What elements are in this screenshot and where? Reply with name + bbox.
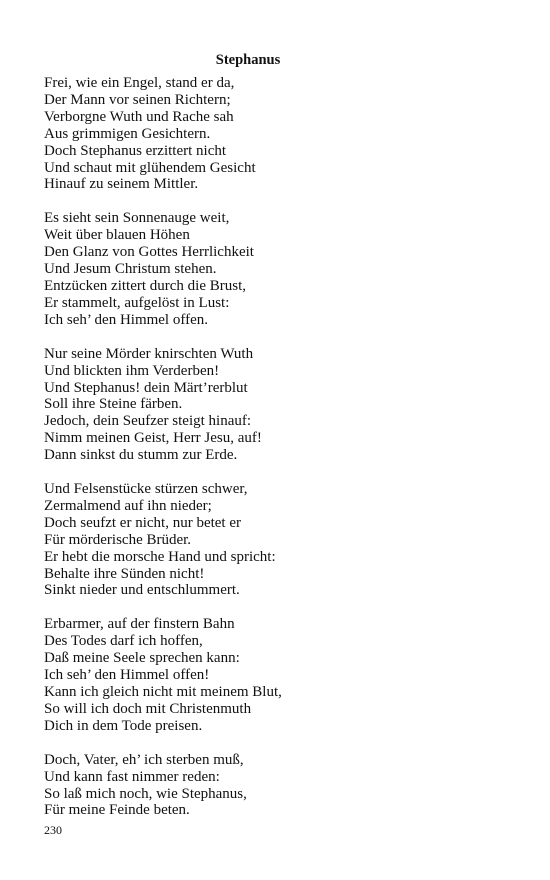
verse-line: Ich seh’ den Himmel offen.	[44, 311, 208, 328]
verse-line: Doch, Vater, eh’ ich sterben muß,	[44, 751, 244, 768]
poem-body	[44, 75, 524, 836]
verse-line: Es sieht sein Sonnenauge weit,	[44, 210, 230, 227]
verse-line: Für mörderische Brüder.	[44, 531, 192, 548]
stanza-3	[44, 346, 524, 464]
verse-line: Doch seufzt er nicht, nur betet er	[44, 514, 241, 531]
stanza-6	[44, 752, 524, 820]
stanza-5	[44, 616, 524, 734]
stanza-1	[44, 75, 524, 193]
verse-line: Daß meine Seele sprechen kann:	[44, 650, 240, 667]
verse-line: So will ich doch mit Christenmuth	[44, 700, 252, 717]
stanza-4	[44, 481, 524, 599]
poem-title: Stephanus	[215, 52, 281, 68]
verse-line: Hinauf zu seinem Mittler.	[44, 176, 199, 193]
verse-line: Und Felsenstücke stürzen schwer,	[44, 481, 248, 498]
verse-line: Den Glanz von Gottes Herrlichkeit	[44, 244, 254, 261]
verse-line: Und kann fast nimmer reden:	[44, 768, 220, 785]
verse-line: Und blickten ihm Verderben!	[44, 362, 220, 379]
verse-line: Er hebt die morsche Hand und spricht:	[44, 548, 276, 565]
verse-line: Zermalmend auf ihn nieder;	[44, 497, 212, 514]
verse-line: Kann ich gleich nicht mit meinem Blut,	[44, 684, 282, 700]
verse-line: Nimm meinen Geist, Herr Jesu, auf!	[44, 430, 262, 447]
verse-line: Aus grimmigen Gesichtern.	[44, 125, 211, 142]
verse-line: Ich seh’ den Himmel offen!	[44, 667, 210, 684]
verse-line: Jedoch, dein Seufzer steigt hinauf:	[44, 413, 252, 430]
verse-line: Entzücken zittert durch die Brust,	[44, 277, 247, 294]
verse-line: Des Todes darf ich hoffen,	[44, 633, 203, 650]
verse-line: Soll ihre Steine färben.	[44, 396, 183, 413]
verse-line: Verborgne Wuth und Rache sah	[44, 108, 234, 125]
verse-line: Frei, wie ein Engel, stand er da,	[44, 75, 235, 91]
verse-line: Dann sinkst du stumm zur Erde.	[44, 447, 238, 464]
verse-line: Der Mann vor seinen Richtern;	[44, 91, 231, 108]
verse-line: Und schaut mit glühendem Gesicht	[44, 159, 256, 176]
page-number: 230	[44, 823, 62, 837]
stanza-2	[44, 210, 524, 328]
verse-line: Sinkt nieder und entschlummert.	[44, 582, 240, 599]
verse-line: Für meine Feinde beten.	[44, 802, 190, 819]
verse-line: Nur seine Mörder knirschten Wuth	[44, 345, 254, 362]
verse-line: Weit über blauen Höhen	[44, 227, 190, 244]
verse-line: Er stammelt, aufgelöst in Lust:	[44, 294, 230, 311]
verse-line: So laß mich noch, wie Stephanus,	[44, 785, 247, 802]
verse-line: Doch Stephanus erzittert nicht	[44, 142, 227, 159]
verse-line: Behalte ihre Sünden nicht!	[44, 565, 205, 582]
verse-line: Und Stephanus! dein Märt’rerblut	[44, 379, 248, 396]
verse-line: Und Jesum Christum stehen.	[44, 261, 217, 278]
verse-line: Dich in dem Tode preisen.	[44, 717, 203, 734]
verse-line: Erbarmer, auf der finstern Bahn	[44, 616, 235, 633]
